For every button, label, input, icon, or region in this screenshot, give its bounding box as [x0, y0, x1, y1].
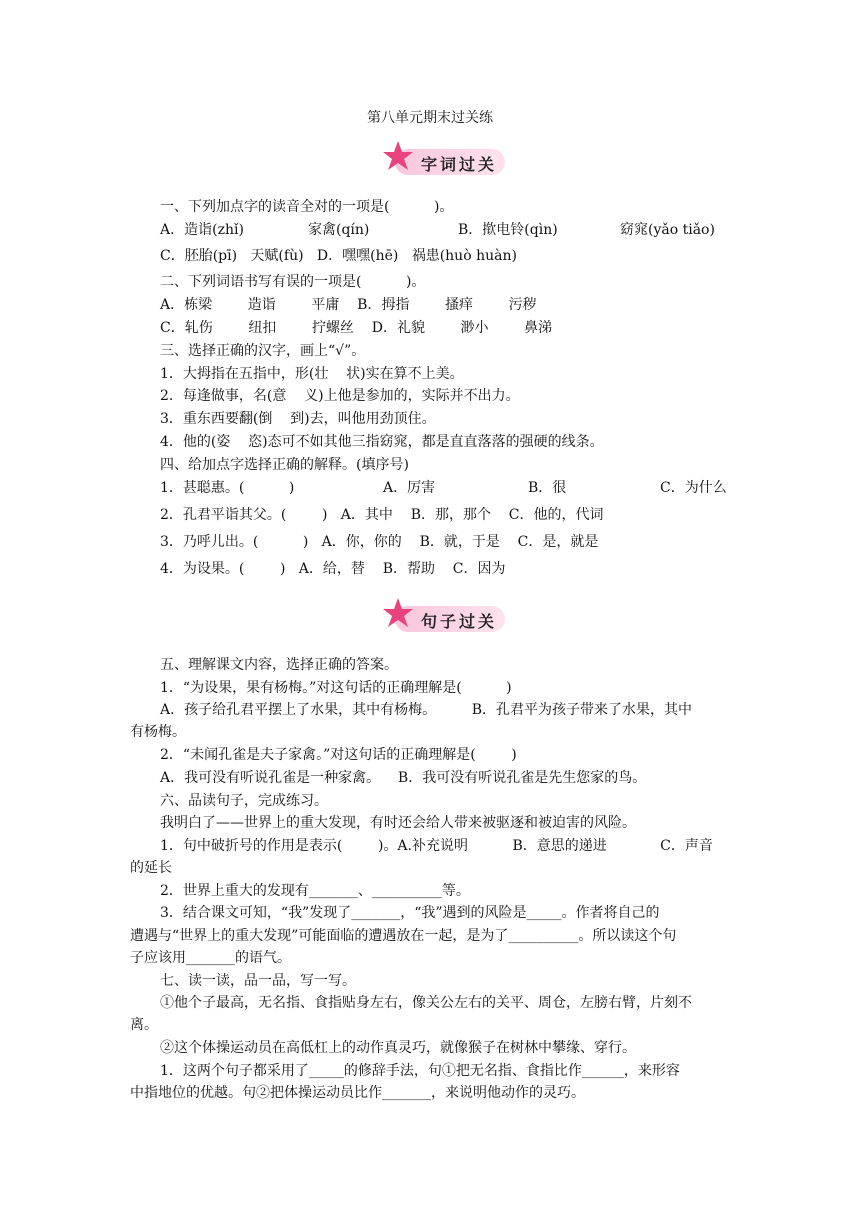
- q1-stem: 一、下列加点字的读音全对的一项是( )。: [160, 199, 454, 215]
- section-badge-sentences: [383, 600, 507, 636]
- q5-s2: 2．“未闻孔雀是夫子家禽。”对这句话的正确理解是( ): [160, 747, 517, 763]
- q2-options-row1: A．栋梁 造诣 平庸 B．拇指 搔痒 污秽: [160, 297, 537, 313]
- q7-item: 1．这两个句子都采用了_____的修辞手法，句①把无名指、食指比作______，来形容: [160, 1063, 680, 1079]
- q4-option: A．厉害: [383, 480, 436, 496]
- q5-s1-options: A．孩子给孔君平摆上了水果，其中有杨梅。 B．孔君平为孩子带来了水果，其中: [160, 702, 692, 718]
- q5-stem: 五、理解课文内容，选择正确的答案。: [160, 657, 398, 673]
- q6-stem: 六、品读句子，完成练习。: [160, 793, 328, 809]
- q4-option: B．很: [528, 480, 567, 496]
- q2-stem: 二、下列词语书写有误的一项是( )。: [160, 274, 426, 290]
- q1-option: 窈窕(yǎo tiǎo): [620, 222, 715, 238]
- q6-item: 1．句中破折号的作用是表示( )。A.补充说明 B．意思的递进 C．声音: [160, 838, 713, 854]
- badge-label: 字词过关: [421, 155, 498, 174]
- badge-label: 句子过关: [421, 612, 498, 631]
- q3-item: 4．他的(姿 恣)态可不如其他三指窈窕，都是直直落落的强硬的线条。: [160, 434, 604, 450]
- q2-options-row2: C．轧伤 纽扣 拧螺丝 D．礼貌 渺小 鼻涕: [160, 320, 553, 336]
- q6-item-cont: 遭遇与“世界上的重大发现”可能面临的遭遇放在一起，是为了__________。所以读这个句: [130, 928, 677, 944]
- q7-passage: ②这个体操运动员在高低杠上的动作真灵巧，就像猴子在树林中攀缘、穿行。: [160, 1040, 636, 1056]
- q7-passage: ①他个子最高，无名指、食指贴身左右，像关公左右的关平、周仓，左膀右臂，片刻不: [160, 995, 692, 1011]
- q1-option: 家禽(qín): [308, 222, 370, 238]
- q4-item: 2．孔君平诣其父。( ) A．其中 B．那，那个 C．他的，代词: [160, 507, 604, 523]
- q7-stem: 七、读一读，品一品，写一写。: [160, 973, 356, 989]
- q4-item: 1．甚聪惠。( ): [160, 480, 295, 496]
- q6-quote: 我明白了——世界上的重大发现，有时还会给人带来被驱逐和被迫害的风险。: [160, 815, 636, 831]
- star-icon: [381, 139, 415, 173]
- q6-item: 3．结合课文可知，“我”发现了_______，“我”遇到的风险是_____。作者将自己的: [160, 905, 660, 921]
- q3-item: 3．重东西要翻(倒 到)去，叫他用劲顶住。: [160, 411, 436, 427]
- q6-item: 2．世界上重大的发现有_______、__________等。: [160, 883, 470, 899]
- page-title: 第八单元期末过关练: [367, 110, 493, 126]
- q6-item-cont: 的延长: [130, 860, 172, 876]
- q7-passage-cont: 离。: [130, 1017, 158, 1033]
- q3-stem: 三、选择正确的汉字，画上“√”。: [160, 343, 366, 359]
- star-icon: [381, 596, 415, 630]
- q5-s2-options: A．我可没有听说孔雀是一种家禽。 B．我可没有听说孔雀是先生您家的鸟。: [160, 770, 647, 786]
- q4-stem: 四、给加点字选择正确的解释。(填序号): [160, 457, 409, 473]
- q3-item: 2．每逢做事，名(意 义)上他是参加的，实际并不出力。: [160, 388, 520, 404]
- q4-item: 3．乃呼儿出。( ) A．你，你的 B．就，于是 C．是，就是: [160, 534, 599, 550]
- q1-option: A．造诣(zhǐ): [160, 222, 244, 238]
- q4-option: C．为什么: [660, 480, 727, 496]
- q3-item: 1．大拇指在五指中，形(壮 状)实在算不上美。: [160, 366, 464, 382]
- q1-option: B．揿电铃(qìn): [458, 222, 558, 238]
- q6-item-cont: 子应该用_______的语气。: [130, 950, 291, 966]
- section-badge-words: [383, 143, 507, 179]
- q5-s1-options-cont: 有杨梅。: [130, 724, 186, 740]
- q1-options-row2: C．胚胎(pī) 天赋(fù) D．嘿嘿(hē) 祸患(huò huàn): [160, 248, 517, 264]
- q5-s1: 1．“为设果，果有杨梅。”对这句话的正确理解是( ): [160, 680, 512, 696]
- q4-item: 4．为设果。( ) A．给，替 B．帮助 C．因为: [160, 561, 506, 577]
- q7-item-cont: 中指地位的优越。句②把体操运动员比作_______，来说明他动作的灵巧。: [130, 1085, 585, 1101]
